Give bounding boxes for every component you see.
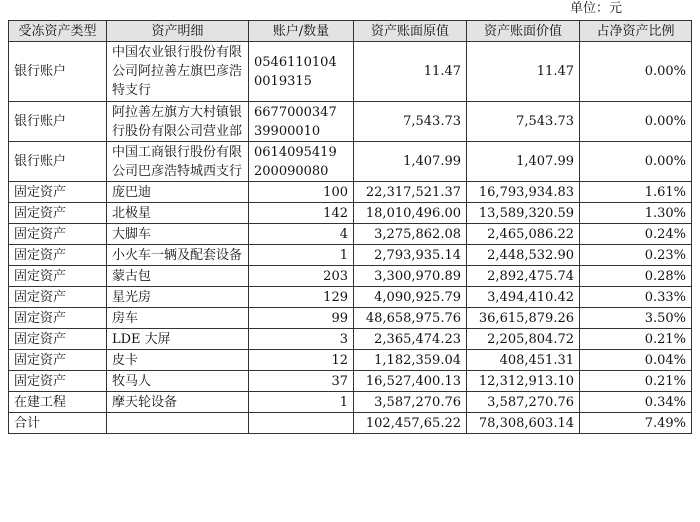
- original-value-cell: 3,300,970.89: [354, 266, 467, 287]
- account-quantity-cell: [249, 308, 354, 329]
- table-row: [9, 350, 692, 371]
- asset-type-cell: 银行账户: [9, 42, 107, 102]
- asset-detail-cell: [107, 142, 249, 182]
- net-asset-ratio-cell: 0.24%: [580, 224, 692, 245]
- asset-detail-cell: [107, 245, 249, 266]
- table-row: [9, 329, 692, 350]
- asset-type-cell: 固定资产: [9, 266, 107, 287]
- asset-detail-cell: [107, 224, 249, 245]
- net-asset-ratio-cell: 0.21%: [580, 329, 692, 350]
- table-row: [9, 245, 692, 266]
- asset-detail-cell-line: 公司巴彦浩特城西支行: [112, 163, 243, 179]
- account-quantity-cell: [249, 392, 354, 413]
- asset-detail-cell: [107, 287, 249, 308]
- original-value-cell: 2,793,935.14: [354, 245, 467, 266]
- account-quantity-cell: [249, 42, 354, 102]
- account-quantity-cell: [249, 245, 354, 266]
- table-row: [9, 42, 692, 102]
- asset-type-cell: 固定资产: [9, 329, 107, 350]
- header-cell: 占净资产比例: [580, 21, 692, 42]
- unit-label: 单位：元: [569, 1, 622, 16]
- asset-detail-cell: [107, 182, 249, 203]
- total-row: [9, 413, 692, 434]
- asset-detail-cell-line: 中国农业银行股份有限: [112, 45, 243, 60]
- asset-detail-cell: [107, 308, 249, 329]
- asset-detail-cell-line: 中国工商银行股份有限: [112, 144, 243, 160]
- account-quantity-cell-line: 4: [339, 226, 348, 242]
- original-value-cell: 7,543.73: [354, 102, 467, 142]
- asset-detail-cell: [107, 203, 249, 224]
- net-asset-ratio-cell: 1.30%: [580, 203, 692, 224]
- table-row: [9, 203, 692, 224]
- asset-type-cell: 在建工程: [9, 392, 107, 413]
- table-row: [9, 266, 692, 287]
- asset-detail-cell-line: 房车: [112, 310, 139, 326]
- original-value-cell: 1,182,359.04: [354, 350, 467, 371]
- asset-detail-cell-line: 北极星: [112, 205, 152, 221]
- table-row: [9, 392, 692, 413]
- account-quantity-cell-line: 39900010: [254, 123, 321, 139]
- asset-detail-cell: [107, 392, 249, 413]
- book-value-cell: 2,448,532.90: [467, 245, 580, 266]
- net-asset-ratio-cell: 0.33%: [580, 287, 692, 308]
- asset-type-cell: 固定资产: [9, 287, 107, 308]
- table-body: [9, 42, 692, 413]
- table-row: [9, 102, 692, 142]
- header-cell: 资产明细: [107, 21, 249, 42]
- account-quantity-cell-line: 100: [323, 184, 348, 200]
- original-value-cell: 3,587,270.76: [354, 392, 467, 413]
- total-empty-cell: [249, 413, 354, 434]
- header-cell: 资产账面原值: [354, 21, 467, 42]
- asset-type-cell: 固定资产: [9, 371, 107, 392]
- table-row: [9, 182, 692, 203]
- asset-detail-cell-line: 大脚车: [112, 226, 152, 242]
- asset-type-cell: 固定资产: [9, 350, 107, 371]
- asset-detail-cell-line: 公司阿拉善左旗巴彦浩: [112, 64, 243, 79]
- header-cell: 受冻资产类型: [9, 21, 107, 42]
- net-asset-ratio-cell: 0.23%: [580, 245, 692, 266]
- asset-detail-cell: [107, 42, 249, 102]
- account-quantity-cell: [249, 102, 354, 142]
- asset-detail-cell-line: 阿拉善左旗方大村镇银: [112, 104, 243, 120]
- total-book: 78,308,603.14: [467, 413, 580, 434]
- original-value-cell: 18,010,496.00: [354, 203, 467, 224]
- original-value-cell: 1,407.99: [354, 142, 467, 182]
- book-value-cell: 13,589,320.59: [467, 203, 580, 224]
- net-asset-ratio-cell: 0.28%: [580, 266, 692, 287]
- account-quantity-cell-line: 0019315: [254, 73, 312, 89]
- original-value-cell: 22,317,521.37: [354, 182, 467, 203]
- book-value-cell: 36,615,879.26: [467, 308, 580, 329]
- header-cell: 资产账面价值: [467, 21, 580, 42]
- asset-type-cell: 固定资产: [9, 245, 107, 266]
- account-quantity-cell: [249, 142, 354, 182]
- net-asset-ratio-cell: 0.00%: [580, 142, 692, 182]
- book-value-cell: 3,494,410.42: [467, 287, 580, 308]
- account-quantity-cell: [249, 350, 354, 371]
- original-value-cell: 11.47: [354, 42, 467, 102]
- original-value-cell: 2,365,474.23: [354, 329, 467, 350]
- asset-detail-cell-line: 小火车一辆及配套设备: [112, 247, 243, 263]
- table-row: [9, 287, 692, 308]
- net-asset-ratio-cell: 0.00%: [580, 42, 692, 102]
- net-asset-ratio-cell: 0.34%: [580, 392, 692, 413]
- book-value-cell: 16,793,934.83: [467, 182, 580, 203]
- account-quantity-cell: [249, 203, 354, 224]
- total-empty-cell: [107, 413, 249, 434]
- asset-detail-cell: [107, 102, 249, 142]
- asset-type-cell: 银行账户: [9, 102, 107, 142]
- asset-detail-cell-line: 庞巴迪: [112, 184, 152, 200]
- book-value-cell: 11.47: [467, 42, 580, 102]
- asset-detail-cell: [107, 266, 249, 287]
- original-value-cell: 16,527,400.13: [354, 371, 467, 392]
- header-row: [9, 21, 692, 42]
- account-quantity-cell: [249, 224, 354, 245]
- account-quantity-cell-line: 203: [323, 268, 348, 284]
- book-value-cell: 2,465,086.22: [467, 224, 580, 245]
- account-quantity-cell-line: 6677000347: [254, 104, 337, 120]
- account-quantity-cell-line: 37: [331, 373, 348, 389]
- asset-type-cell: 固定资产: [9, 203, 107, 224]
- frozen-assets-table: [8, 20, 692, 434]
- total-orig: 102,457,65.22: [354, 413, 467, 434]
- table-row: [9, 142, 692, 182]
- net-asset-ratio-cell: 1.61%: [580, 182, 692, 203]
- account-quantity-cell-line: 0546110104: [254, 54, 337, 70]
- net-asset-ratio-cell: 0.21%: [580, 371, 692, 392]
- book-value-cell: 408,451.31: [467, 350, 580, 371]
- table-row: [9, 308, 692, 329]
- net-asset-ratio-cell: 0.00%: [580, 102, 692, 142]
- account-quantity-cell: [249, 182, 354, 203]
- account-quantity-cell-line: 1: [339, 394, 348, 410]
- asset-detail-cell-line: 星光房: [112, 289, 152, 305]
- asset-detail-cell-line: 蒙古包: [112, 268, 152, 284]
- asset-detail-cell: [107, 371, 249, 392]
- asset-detail-cell-line: 行股份有限公司营业部: [112, 123, 243, 139]
- header-cell: 账户/数量: [249, 21, 354, 42]
- account-quantity-cell-line: 0614095419: [254, 144, 337, 160]
- asset-type-cell: 银行账户: [9, 142, 107, 182]
- account-quantity-cell: [249, 266, 354, 287]
- account-quantity-cell-line: 3: [339, 331, 348, 347]
- table-row: [9, 224, 692, 245]
- account-quantity-cell-line: 200090080: [254, 163, 329, 179]
- asset-detail-cell-line: 特支行: [112, 83, 152, 98]
- original-value-cell: 48,658,975.76: [354, 308, 467, 329]
- net-asset-ratio-cell: 3.50%: [580, 308, 692, 329]
- original-value-cell: 4,090,925.79: [354, 287, 467, 308]
- book-value-cell: 1,407.99: [467, 142, 580, 182]
- account-quantity-cell: [249, 371, 354, 392]
- original-value-cell: 3,275,862.08: [354, 224, 467, 245]
- account-quantity-cell-line: 129: [323, 289, 348, 305]
- asset-detail-cell-line: 摩天轮设备: [112, 394, 178, 410]
- table-row: [9, 371, 692, 392]
- book-value-cell: 2,205,804.72: [467, 329, 580, 350]
- asset-type-cell: 固定资产: [9, 308, 107, 329]
- account-quantity-cell-line: 99: [331, 310, 348, 326]
- account-quantity-cell: [249, 287, 354, 308]
- asset-detail-cell: [107, 350, 249, 371]
- book-value-cell: 2,892,475.74: [467, 266, 580, 287]
- total-ratio: 7.49%: [580, 413, 692, 434]
- book-value-cell: 12,312,913.10: [467, 371, 580, 392]
- account-quantity-cell-line: 142: [323, 205, 348, 221]
- asset-type-cell: 固定资产: [9, 224, 107, 245]
- book-value-cell: 3,587,270.76: [467, 392, 580, 413]
- asset-detail-cell-line: 皮卡: [112, 352, 139, 368]
- asset-type-cell: 固定资产: [9, 182, 107, 203]
- account-quantity-cell-line: 12: [331, 352, 348, 368]
- net-asset-ratio-cell: 0.04%: [580, 350, 692, 371]
- asset-detail-cell-line: 牧马人: [112, 373, 152, 389]
- book-value-cell: 7,543.73: [467, 102, 580, 142]
- asset-detail-cell: [107, 329, 249, 350]
- total-label: 合计: [9, 413, 107, 434]
- asset-detail-cell-line: LDE 大屏: [112, 331, 171, 347]
- account-quantity-cell-line: 1: [339, 247, 348, 263]
- account-quantity-cell: [249, 329, 354, 350]
